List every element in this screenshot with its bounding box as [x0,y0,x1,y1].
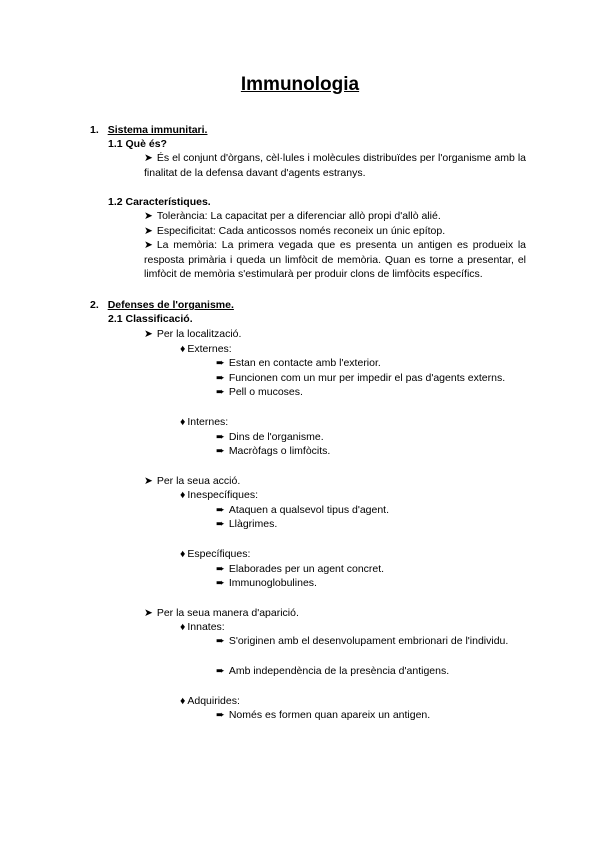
right-pointer-icon: ➨ [216,563,225,575]
bullet-item: ➤ Tolerància: La capacitat per a diferenciar allò propi d'allò alié. [144,210,441,222]
arrowhead-bullet-icon: ➤ [144,239,153,251]
document-title: Immunologia [240,74,360,95]
bullet-paragraph: ➤ És el conjunt d'òrgans, cèl·lules i molècules distribuïdes per l'organisme amb la finalitat de la defensa davant d'agents estranys. [144,152,526,179]
type-label: ♦ Adquirides: [180,695,240,707]
right-pointer-icon: ➨ [216,504,225,516]
subsection-heading: 2.1 Classificació. [108,313,193,325]
section-title: Sistema immunitari. [107,124,208,136]
list-item: ➨ Estan en contacte amb l'exterior. [216,357,381,369]
diamond-bullet-icon: ♦ [180,489,186,501]
diamond-bullet-icon: ♦ [180,416,186,428]
arrowhead-bullet-icon: ➤ [144,210,153,222]
list-item: ➨ S'originen amb el desenvolupament embrionari de l'individu. [216,635,509,647]
diamond-bullet-icon: ♦ [180,548,186,560]
subsection-heading: 1.2 Característiques. [108,196,211,208]
arrowhead-bullet-icon: ➤ [144,607,153,619]
arrowhead-bullet-icon: ➤ [144,328,153,340]
type-label: ♦ Inespecífiques: [180,489,258,501]
classification-group: ➤ Per la seua acció. [144,475,241,487]
classification-group: ➤ Per la seua manera d'aparició. [144,607,299,619]
section-number: 2. [90,299,99,311]
right-pointer-icon: ➨ [216,577,225,589]
section-number: 1. [90,124,99,136]
list-item: ➨ Macròfags o limfòcits. [216,445,331,457]
type-label: ♦ Innates: [180,621,225,633]
list-item: ➨ Immunoglobulines. [216,577,317,589]
classification-group: ➤ Per la localització. [144,328,242,340]
section-title: Defenses de l'organisme. [107,299,234,311]
type-label: ♦ Específiques: [180,548,251,560]
list-item: ➨ Llàgrimes. [216,518,278,530]
right-pointer-icon: ➨ [216,665,225,677]
type-label: ♦ Internes: [180,416,229,428]
diamond-bullet-icon: ♦ [180,621,186,633]
right-pointer-icon: ➨ [216,445,225,457]
arrowhead-bullet-icon: ➤ [144,152,153,164]
list-item: ➨ Amb independència de la presència d'antigens. [216,665,450,677]
right-pointer-icon: ➨ [216,386,225,398]
right-pointer-icon: ➨ [216,357,225,369]
bullet-paragraph: ➤ La memòria: La primera vegada que es presenta un antigen es produeix la resposta primària i queda un limfòcit de memòria. Quan es torne a presentar, el limfòcit de memòria s'estimularà per produir clons de limfòcits específics. [144,239,526,280]
section-1-heading [90,123,207,137]
list-item: ➨ Elaborades per un agent concret. [216,563,385,575]
diamond-bullet-icon: ♦ [180,695,186,707]
arrowhead-bullet-icon: ➤ [144,225,153,237]
section-2-heading [90,298,234,312]
right-pointer-icon: ➨ [216,709,225,721]
diamond-bullet-icon: ♦ [180,343,186,355]
right-pointer-icon: ➨ [216,635,225,647]
right-pointer-icon: ➨ [216,518,225,530]
right-pointer-icon: ➨ [216,372,225,384]
list-item: ➨ Pell o mucoses. [216,386,303,398]
type-label: ♦ Externes: [180,343,232,355]
list-item: ➨ Funcionen com un mur per impedir el pas d'agents externs. [216,372,506,384]
bullet-item: ➤ Especificitat: Cada anticossos només reconeix un únic epítop. [144,225,446,237]
list-item: ➨ Ataquen a qualsevol tipus d'agent. [216,504,390,516]
list-item: ➨ Dins de l'organisme. [216,431,324,443]
subsection-heading: 1.1 Què és? [108,138,167,150]
right-pointer-icon: ➨ [216,431,225,443]
arrowhead-bullet-icon: ➤ [144,475,153,487]
list-item: ➨ Només es formen quan apareix un antigen. [216,709,431,721]
